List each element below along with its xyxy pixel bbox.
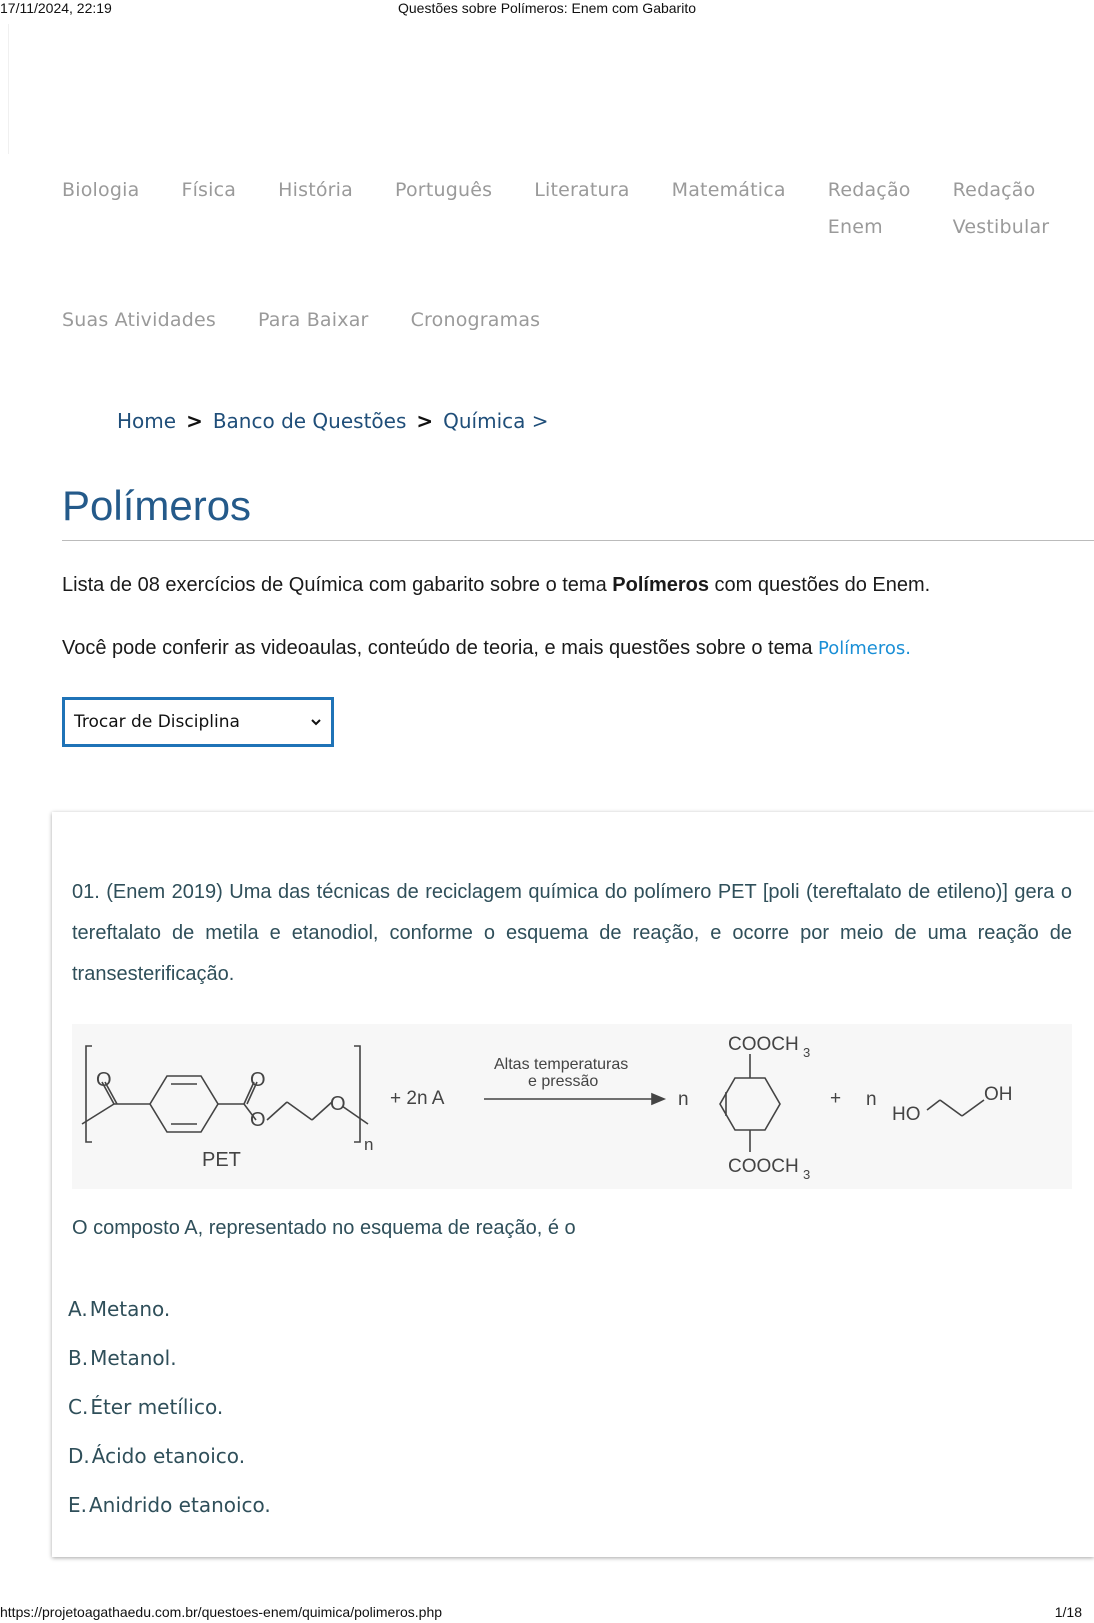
reaction-scheme: [72, 1024, 1072, 1189]
nav-row-1: [62, 172, 1092, 246]
option-letter: A.: [68, 1297, 88, 1321]
nav-item-portugues[interactable]: Português: [395, 179, 493, 201]
nav-item-cronogramas[interactable]: Cronogramas: [410, 309, 541, 331]
diol-n-label: n: [866, 1089, 877, 1110]
oxygen-label: O: [250, 1069, 266, 1091]
page-title: Polímeros: [62, 482, 252, 529]
print-url: https://projetoagathaedu.com.br/questoes-enem/quimica/polimeros.php: [0, 1604, 443, 1620]
title-divider: [62, 540, 1094, 541]
option-c[interactable]: [68, 1383, 271, 1432]
breadcrumb-separator: >: [416, 409, 434, 433]
subscript-3: 3: [803, 1045, 811, 1060]
intro-line-1: [62, 574, 930, 597]
intro-text: com questões do Enem.: [708, 574, 931, 596]
breadcrumb-separator: >: [186, 409, 203, 433]
print-page-number: 1/18: [1054, 1604, 1082, 1620]
oxygen-label: O: [330, 1093, 346, 1115]
topic-link[interactable]: Polímeros.: [818, 638, 911, 659]
option-a[interactable]: [68, 1285, 271, 1334]
option-e[interactable]: [68, 1481, 271, 1530]
reagent-label: + 2n A: [390, 1088, 445, 1109]
option-letter: B.: [68, 1346, 89, 1370]
nav-item-suas-atividades[interactable]: Suas Atividades: [62, 309, 216, 331]
option-letter: C.: [68, 1395, 89, 1419]
print-datetime: 17/11/2024, 22:19: [0, 0, 112, 16]
intro-text: Você pode conferir as videoaulas, conteúdo de teoria, e mais questões sobre o tema: [62, 637, 819, 659]
nav-item-fisica[interactable]: Física: [181, 179, 237, 201]
nav-row-2: [62, 302, 582, 339]
nav-item-redacao-vestibular[interactable]: Redação Vestibular: [952, 179, 1050, 238]
nav-item-biologia[interactable]: Biologia: [62, 179, 140, 201]
cooch3-bottom-label: COOCH: [728, 1156, 799, 1177]
option-b[interactable]: [68, 1334, 271, 1383]
repeat-n-label: n: [364, 1135, 374, 1154]
nav-item-literatura[interactable]: Literatura: [534, 179, 630, 201]
oh-label: OH: [984, 1084, 1013, 1105]
breadcrumb-banco-questoes[interactable]: Banco de Questões: [212, 409, 407, 433]
print-title: Questões sobre Polímeros: Enem com Gabarito: [397, 0, 697, 16]
nav-item-redacao-enem[interactable]: Redação Enem: [827, 179, 911, 238]
chevron-down-icon: [311, 717, 321, 727]
option-text: Metanol.: [90, 1346, 177, 1370]
discipline-select-label: Trocar de Disciplina: [74, 712, 240, 732]
pet-label: PET: [202, 1149, 241, 1171]
option-d[interactable]: [68, 1432, 271, 1481]
breadcrumb: [117, 409, 549, 433]
product-n-label: n: [678, 1089, 689, 1110]
condition-label-bottom: e pressão: [528, 1073, 599, 1090]
breadcrumb-home[interactable]: Home: [117, 409, 177, 433]
option-text: Anidrido etanoico.: [89, 1493, 271, 1517]
cooch3-top-label: COOCH: [728, 1034, 799, 1055]
oxygen-label: O: [96, 1069, 112, 1091]
discipline-select[interactable]: [62, 697, 334, 747]
question-card: [52, 812, 1094, 1557]
option-letter: E.: [68, 1493, 87, 1517]
question-text: 01. (Enem 2019) Uma das técnicas de reciclagem química do polímero PET [poli (tereftalato de etileno)] gera o tereftalato de metila e etanodiol, conforme o esquema de reação, e ocorre por meio de uma reação de transesterificação.: [72, 881, 1072, 985]
plus-label: +: [830, 1088, 842, 1109]
nav-item-para-baixar[interactable]: Para Baixar: [257, 309, 369, 331]
reaction-scheme-figure: [72, 1024, 1072, 1189]
answer-options: [68, 1285, 271, 1530]
main-nav: [62, 172, 1092, 331]
print-footer: [0, 1604, 1094, 1620]
option-text: Éter metílico.: [90, 1395, 224, 1419]
intro-topic: Polímeros: [612, 574, 709, 596]
nav-item-matematica[interactable]: Matemática: [671, 179, 786, 201]
ho-label: HO: [892, 1104, 921, 1125]
oxygen-label: O: [250, 1109, 266, 1131]
question-prompt: O composto A, representado no esquema de reação, é o: [72, 1217, 576, 1239]
breadcrumb-quimica[interactable]: Química >: [443, 409, 549, 433]
intro-line-2: [62, 637, 911, 660]
option-text: Ácido etanoico.: [91, 1444, 246, 1468]
condition-label-top: Altas temperaturas: [494, 1056, 629, 1073]
subscript-3: 3: [803, 1167, 811, 1182]
intro-text: Lista de 08 exercícios de Química com gabarito sobre o tema: [62, 574, 613, 596]
nav-item-historia[interactable]: História: [278, 179, 353, 201]
logo-area: [8, 24, 1091, 154]
option-letter: D.: [68, 1444, 90, 1468]
print-header: [0, 0, 1094, 16]
option-text: Metano.: [89, 1297, 171, 1321]
